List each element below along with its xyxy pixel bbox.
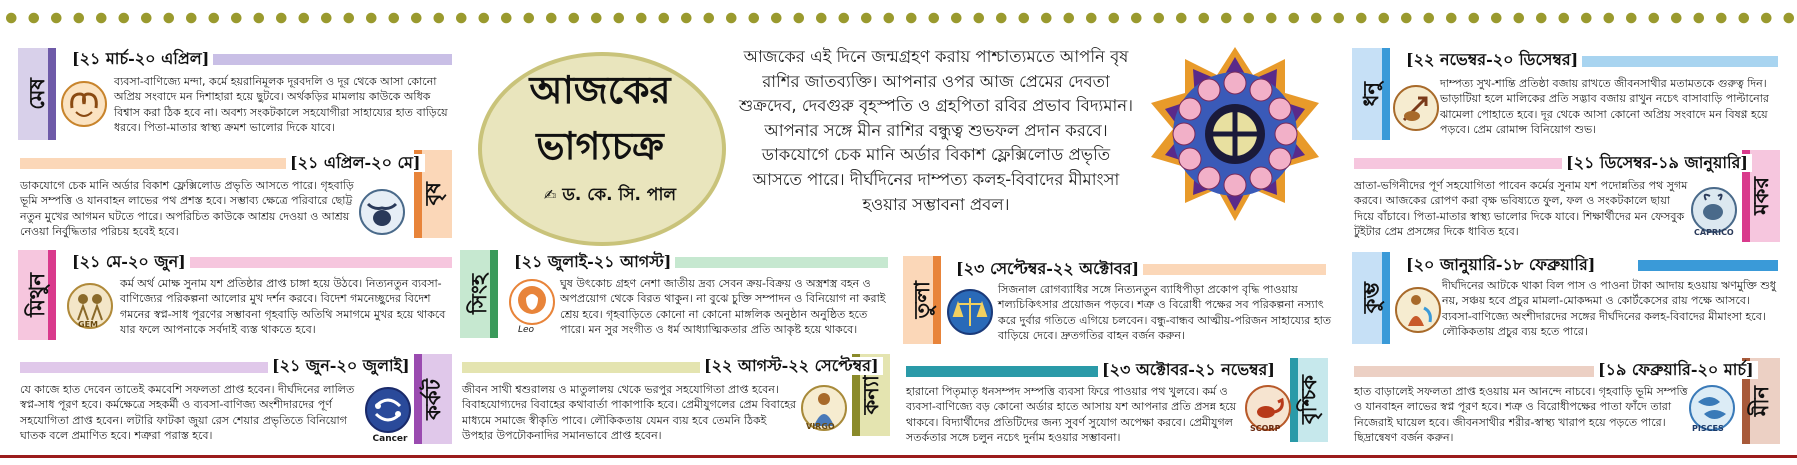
sign-dates: [২১ জুলাই-২১ আগস্ট] <box>510 253 675 271</box>
icon-caption: Cancer <box>372 434 408 444</box>
sign-name: তুলা <box>908 281 934 319</box>
sign-name: বৃষ <box>419 182 445 206</box>
sign-bar <box>20 362 278 373</box>
sign-dates: [২৩ সেপ্টেম্বর-২২ অক্টোবর] <box>952 260 1143 278</box>
sign-dates: [১৯ ফেব্রুয়ারি-২০ মার্চ] <box>1594 361 1758 379</box>
sign-tab-kumbha <box>1352 252 1390 344</box>
aries-ram-icon <box>60 80 108 128</box>
sign-dates: [২১ ডিসেম্বর-১৯ জানুয়ারি] <box>1562 154 1752 172</box>
sign-text: দাম্পত্য সুখ-শান্তি প্রতিষ্ঠা বজায় রাখতে জীবনসাথীর মতামতকে গুরুত্ব দিন। ভাড়াটিয়া হলে মালিকের প্রতি সদ্ভাব বজায় রাখুন নচেৎ বাসাবাড়ি পাল্টানোর ঝামেলা পোহাতে হবে। দূর থেকে আসা কোনো অপ্রিয় সংবাদে মন বিষণ্ণ হয়ে পড়বে। প্রেম রোমান্স বিনিয়োগ শুভ। <box>1440 77 1769 137</box>
icon-caption: GEM <box>78 320 98 329</box>
sign-text: কর্ম অর্থ মোক্ষ সুনাম যশ প্রতিষ্ঠার প্রাপ্ত চাঙ্গা হয়ে উঠবে। নিত্যনতুন ব্যবসা-বাণিজ্যের পরিকল্পনা আলোর মুখ দর্শন করবে। বিদেশ গমনেচ্ছুদের বিদেশ গমনের স্বপ্ন-সাধ পূরণের সম্ভাবনা গৃহবাড়ি অতিথি সমাগমে মুখর হয়ে থাকবে যার ফলে আপনাকে সর্বদাই ব্যস্ত থাকতে হবে। <box>120 277 446 337</box>
sign-dates: [২০ জানুয়ারি-১৮ ফেব্রুয়ারি] <box>1402 256 1599 274</box>
sign-name: মেষ <box>23 78 49 110</box>
sign-text: জীবন সাথী শ্বশুরালয় ও মাতুলালয় থেকে ভরপুর সহযোগিতা প্রাপ্ত হবেন। বিবাহযোগ্যদের বিবাহের কথাবার্তা পাকাপাকি হবে। প্রেমীযুগলের প্রেম বিবাহের মাধ্যমে সমাজে স্বীকৃতি পাবে। লৌকিকতায় যেমন ব্যয় হবে তেমনি ঠিকই উপহার উপঢৌকনাদির সমানভাবে প্রাপ্ত হবেন। <box>462 383 797 443</box>
sign-bar <box>906 366 1106 377</box>
sign-bar <box>170 257 452 268</box>
sign-dates: [২৩ অক্টোবর-২১ নভেম্বর] <box>1098 361 1279 379</box>
sign-dates: [২২ নভেম্বর-২০ ডিসেম্বর] <box>1402 51 1582 69</box>
sign-tab-mesh <box>18 48 56 140</box>
sign-dates: [২২ আগস্ট-২২ সেপ্টেম্বর] <box>700 357 883 375</box>
sign-tab-tula <box>903 256 941 344</box>
sign-bar <box>660 257 888 268</box>
icon-caption: CAPRICO <box>1694 228 1734 237</box>
libra-scales-icon <box>946 288 994 336</box>
sign-tab-dhanu <box>1352 48 1390 140</box>
sign-name: মিথুন <box>23 273 49 317</box>
sign-text: যে কাজে হাত দেবেন তাতেই কমবেশি সফলতা প্রাপ্ত হবেন। দীর্ঘদিনের লালিত স্বপ্ন-সাধ পূরণ হবে। কর্মক্ষেত্রে সহকর্মী ও ব্যবসা-বাণিজ্য অংশীদারদের পূর্ণ সহযোগিতা প্রাপ্ত হবেন। লটারি ফাটকা জুয়া রেস শেয়ার প্রভৃতিতে বিনিয়োগ ঘাতক বলে প্রমাণিত হবে। শত্রুরা পরাস্ত হবে। <box>20 383 355 443</box>
sign-bar <box>20 158 292 169</box>
leo-lion-icon <box>508 278 556 326</box>
sign-tab-mithun <box>18 250 56 340</box>
sign-bar <box>190 54 452 65</box>
aquarius-water-bearer-icon <box>1394 286 1442 334</box>
sign-bar <box>1638 260 1778 271</box>
sign-name: মকর <box>1747 177 1773 215</box>
taurus-bull-icon <box>358 188 406 236</box>
sign-name: বৃশ্চিক <box>1295 375 1321 425</box>
sign-name: ধনু <box>1357 81 1383 107</box>
bottom-rule <box>0 455 1797 458</box>
sign-name: কুম্ভ <box>1357 282 1383 314</box>
sign-name: কন্যা <box>857 375 883 415</box>
sign-bar <box>1566 56 1778 67</box>
zodiac-wheel-icon <box>1145 45 1325 225</box>
sign-text: সিজনাল রোগব্যাধির সঙ্গে নিত্যনতুন ব্যাধিপীড়া প্রকোপ বৃদ্ধি পাওয়ায় শল্যচিকিৎসার প্রয়োজন পড়বে। শত্রু ও বিরোধী পক্ষের সব পরিকল্পনা নস্যাৎ করে দুর্বার গতিতে এগিয়ে চলবেন। বন্ধু-বান্ধব আত্মীয়-পরিজন সাহায্যের হাত বাড়িয়ে দেবে। দ্রুতগতির বাহন বর্জন করুন। <box>998 283 1332 343</box>
sign-name: মীন <box>1747 385 1773 417</box>
sign-bar <box>1354 366 1600 377</box>
sign-tab-karkat <box>414 354 452 444</box>
author-name: ড. কে. সি. পাল <box>562 185 677 205</box>
sagittarius-archer-icon <box>1392 84 1440 132</box>
sign-name: সিংহ <box>465 274 491 314</box>
sign-tab-singha <box>460 250 498 338</box>
icon-caption: PISCES <box>1692 424 1724 433</box>
sign-bar <box>1354 158 1572 169</box>
page-title <box>500 62 700 174</box>
intro-paragraph: আজকের এই দিনে জন্মগ্রহণ করায় পাশ্চাত্যমতে আপনি বৃষ রাশির জাতব্যক্তি। আপনার ওপর আজ প্রেমের দেবতা শুক্রদেব, দেবগুরু বৃহস্পতি ও গ্রহপিতা রবির প্রভাব বিদ্যমান। আপনার সঙ্গে মীন রাশির বন্ধুত্ব শুভফল প্রদান করবে। ডাকযোগে চেক মানি অর্ডার বিকাশ ফ্লেক্সিলোড প্রভৃতি আসতে পারে। দীর্ঘদিনের দাম্পত্য কলহ-বিবাদের মীমাংসা হওয়ার সম্ভাবনা প্রবল। <box>738 47 1134 214</box>
pen-icon: ✍ <box>543 186 557 204</box>
sign-dates: [২১ জুন-২০ জুলাই] <box>268 357 414 375</box>
sign-text: হাত বাড়ালেই সফলতা প্রাপ্ত হওয়ায় মন আনন্দে নাচবে। গৃহবাড়ি ভূমি সম্পত্তি ও যানবাহন লাভের স্বপ্ন পূরণ হবে। শত্রু ও বিরোধীপক্ষের পাতা ফাঁদে তারা নিজেরাই ঘায়েল হবে। জীবনসাথীর শরীর-স্বাস্থ্য খারাপ হয়ে পড়তে পারে। ছিদ্রান্বেষণ বর্জন করুন। <box>1354 385 1688 445</box>
icon-caption: Leo <box>518 325 535 335</box>
sign-bar <box>462 362 702 373</box>
icon-caption: SCORP <box>1250 424 1281 433</box>
sign-text: হারানো পিতৃমাতৃ ধনসম্পদ সম্পত্তি ব্যবসা ফিরে পাওয়ার পথ খুলবে। কর্ম ও ব্যবসা-বাণিজ্যে বড় কোনো অর্ডার হাতে আসায় যশ আপনার প্রতি প্রসন্ন হয়ে থাকবে। বিদ্যার্থীদের প্রতিটিদের জন্য সুবর্ণ সুযোগ অপেক্ষা করবে। প্রেমীযুগল সতর্কতার সঙ্গে চলুন নচেৎ দুর্নাম হওয়ার সম্ভাবনা। <box>906 385 1237 445</box>
sign-text: দীর্ঘদিনের আটকে থাকা বিল পাস ও পাওনা টাকা আদায় হওয়ায় ঋণমুক্তি শুধু নয়, সঞ্চয় হবে প্রচুর মামলা-মোকদ্দমা ও কোর্টকেসের রায় পক্ষে আসবে। ব্যবসা-বাণিজ্যে অংশীদারদের সঙ্গের দীর্ঘদিনের কলহ-বিবাদের মীমাংসা হবে। লৌকিকতায় প্রচুর ব্যয় হতে পারে। <box>1442 279 1776 339</box>
sign-name: কর্কট <box>419 378 445 420</box>
sign-dates: [২১ মে-২০ জুন] <box>68 253 190 271</box>
sign-tab-brishchik <box>1290 358 1328 442</box>
capricorn-goat-icon <box>1690 186 1738 234</box>
top-dotted-border <box>0 10 1797 26</box>
page-title-line2: ভাগ্যচক্র <box>536 123 664 168</box>
sign-bar <box>1126 264 1326 275</box>
sign-text: ব্যবসা-বাণিজ্যে মন্দা, কর্মে হয়রানিমূলক দূরবদলি ও দূর থেকে আসা কোনো অপ্রিয় সংবাদে মন দিশাহারা হয়ে ছুটবে। অর্থকড়ির মামলায় কাউকে অধিক বিশ্বাস করা ঠিক হবে না। অবশ্য সংকটকালে সহযোগীরা সাহায্যের হাত বাড়িয়ে ধরবে। পিতা-মাতার স্বাস্থ্য ক্রমশ ভালোর দিকে যাবে। <box>114 75 448 135</box>
author-byline <box>520 182 700 210</box>
sign-dates: [২১ এপ্রিল-২০ মে] <box>286 154 425 172</box>
cancer-crab-icon <box>364 386 412 434</box>
sign-text: ডাকযোগে চেক মানি অর্ডার বিকাশ ফ্লেক্সিলোড প্রভৃতি আসতে পারে। গৃহবাড়ি ভূমি সম্পত্তি ও যানবাহন লাভের পথ প্রশস্ত হবে। সম্ভাব্য ক্ষেত্রে পরিবারে ছোট্ট নতুন মুখের আগমন ঘটতে পারে। অপরিচিত কাউকে আশ্রয় দেওয়া ও আশ্রয় নেওয়া নির্বুদ্ধিতার পরিচয় হবেই হবে। <box>20 179 354 239</box>
sign-dates: [২১ মার্চ-২০ এপ্রিল] <box>68 50 213 68</box>
icon-caption: VIRGO <box>806 422 835 431</box>
sign-text: ভ্রাতা-ভগিনীদের পূর্ণ সহযোগিতা পাবেন কর্মের সুনাম যশ পদোন্নতির পথ সুগম করবে। আজকের রোপণ করা বৃক্ষ ভবিষ্যতে ফুল, ফল ও সংকটকালে ছায়া দিয়ে বাঁচাবে। পিতা-মাতার স্বাস্থ্য ভালোর দিকে যাবে। শিক্ষার্থীদের মন ফেসবুক টুইটার প্রেম প্রসঙ্গের দিকে ধাবিত হবে। <box>1354 179 1688 239</box>
page-title-line1: আজকের <box>529 67 671 112</box>
sign-text: ঘুষ উৎকোচ গ্রহণ নেশা জাতীয় দ্রব্য সেবন ক্রয়-বিক্রয় ও অস্ত্রশস্ত্র বহন ও অপপ্রয়োগ থেকে বিরত থাকুন। না বুঝে চুক্তি সম্পাদন ও বিনিয়োগ না করাই শ্রেয় হবে। গৃহবাড়িতে কোনো না কোনো মাঙ্গলিক অনুষ্ঠান অনুষ্ঠিত হতে পারে। মন সুর সংগীত ও ধর্ম আধ্যাত্মিকতার প্রতি আকৃষ্ট হয়ে থাকবে। <box>560 277 886 337</box>
